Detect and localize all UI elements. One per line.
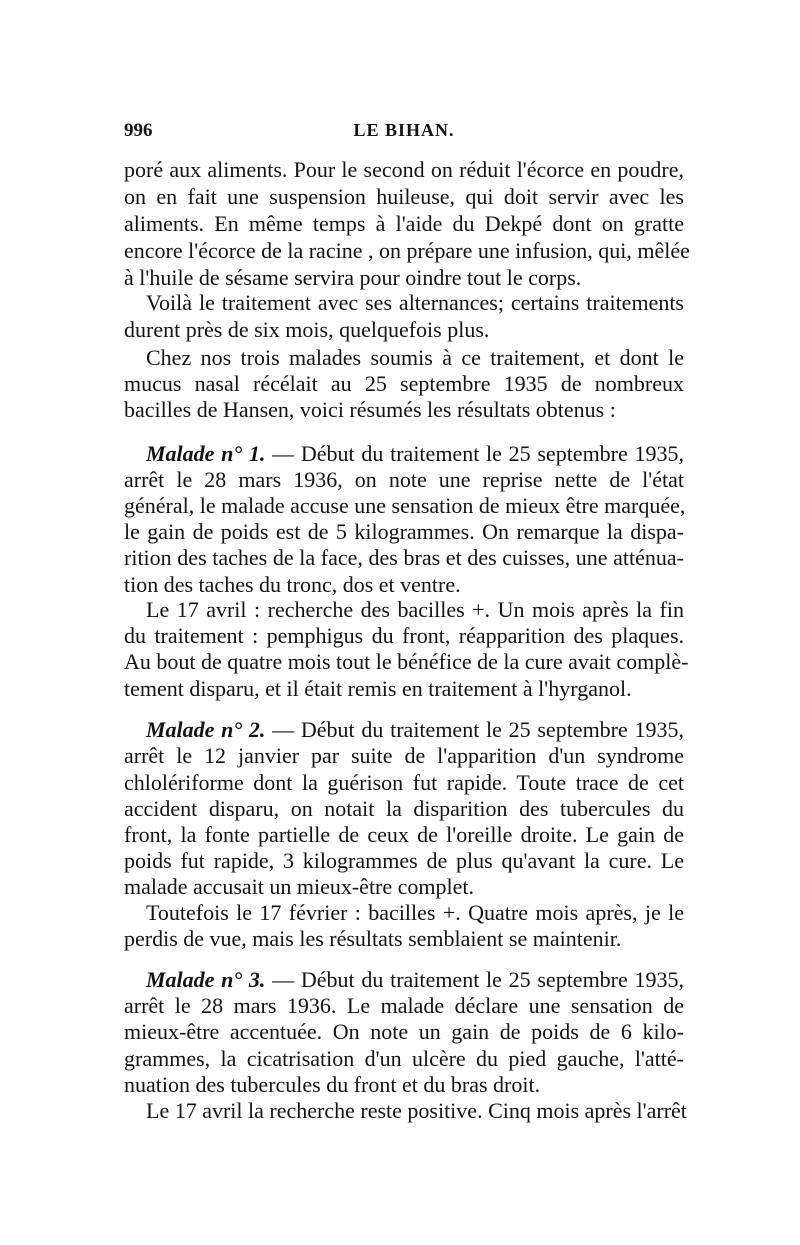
text-line: Malade n° 3. — Début du traitement le 25 septembre 1935, bbox=[146, 967, 684, 992]
text-line: malade accusait un mieux-être complet. bbox=[124, 874, 475, 899]
text-line: Au bout de quatre mois tout le bénéfice de la cure avait complè- bbox=[124, 649, 689, 674]
text-line: arrêt le 28 mars 1936, on note une reprise nette de l'état bbox=[124, 467, 684, 492]
text-line: général, le malade accuse une sensation de mieux être marquée, bbox=[124, 493, 686, 518]
text-line: Chez nos trois malades soumis à ce traitement, et dont le bbox=[146, 345, 684, 370]
text-line: grammes, la cicatrisation d'un ulcère du pied gauche, l'atté- bbox=[124, 1046, 684, 1071]
text-line: rition des taches de la face, des bras et des cuisses, une atténua- bbox=[124, 545, 684, 570]
text-line: tement disparu, et il était remis en traitement à l'hyrganol. bbox=[124, 676, 632, 701]
page-header bbox=[124, 120, 684, 148]
text-line: Voilà le traitement avec ses alternances; certains traitements bbox=[146, 290, 684, 315]
text-line: mieux-être accentuée. On note un gain de poids de 6 kilo- bbox=[124, 1019, 684, 1044]
text-line: arrêt le 28 mars 1936. Le malade déclare une sensation de bbox=[124, 993, 684, 1018]
text-line: Le 17 avril : recherche des bacilles +. Un mois après la fin bbox=[146, 597, 684, 622]
text-line: mucus nasal récélait au 25 septembre 1935 de nombreux bbox=[124, 371, 684, 396]
text-line: chlolériforme dont la guérison fut rapide. Toute trace de cet bbox=[124, 770, 684, 795]
text-line: nuation des tubercules du front et du bras droit. bbox=[124, 1072, 541, 1097]
case-label: Malade n° 3. bbox=[146, 967, 266, 992]
text-line: bacilles de Hansen, voici résumés les résultats obtenus : bbox=[124, 397, 616, 422]
text-line: Malade n° 2. — Début du traitement le 25 septembre 1935, bbox=[146, 717, 684, 742]
text-line: tion des taches du tronc, dos et ventre. bbox=[124, 572, 461, 597]
text-line: le gain de poids est de 5 kilogrammes. On remarque la dispa- bbox=[124, 519, 684, 544]
text-line: perdis de vue, mais les résultats semblaient se maintenir. bbox=[124, 926, 622, 951]
case-label: Malade n° 2. bbox=[146, 717, 266, 742]
text-line: front, la fonte partielle de ceux de l'oreille droite. Le gain de bbox=[124, 822, 684, 847]
running-head: LE BIHAN. bbox=[353, 120, 455, 140]
text-line: durent près de six mois, quelquefois plus. bbox=[124, 317, 490, 342]
text-line: poids fut rapide, 3 kilogrammes de plus qu'avant la cure. Le bbox=[124, 848, 684, 873]
text-line: Malade n° 1. — Début du traitement le 25 septembre 1935, bbox=[146, 441, 684, 466]
text-line: arrêt le 12 janvier par suite de l'apparition d'un syndrome bbox=[124, 743, 684, 768]
text-line: du traitement : pemphigus du front, réapparition des plaques. bbox=[124, 623, 684, 648]
case-label: Malade n° 1. bbox=[146, 441, 266, 466]
text-line: on en fait une suspension huileuse, qui doit servir avec les bbox=[124, 184, 684, 209]
text-line: accident disparu, on notait la disparition des tubercules du bbox=[124, 796, 684, 821]
text-line: Le 17 avril la recherche reste positive. Cinq mois après l'arrêt bbox=[146, 1098, 687, 1123]
text-line: aliments. En même temps à l'aide du Dekpé dont on gratte bbox=[124, 211, 684, 236]
page-number: 996 bbox=[124, 120, 153, 141]
text-line: à l'huile de sésame servira pour oindre tout le corps. bbox=[124, 265, 582, 290]
text-line: poré aux aliments. Pour le second on réduit l'écorce en poudre, bbox=[124, 157, 684, 182]
text-line: encore l'écorce de la racine , on prépare une infusion, qui, mêlée bbox=[124, 238, 690, 263]
text-line: Toutefois le 17 février : bacilles +. Quatre mois après, je le bbox=[146, 900, 684, 925]
